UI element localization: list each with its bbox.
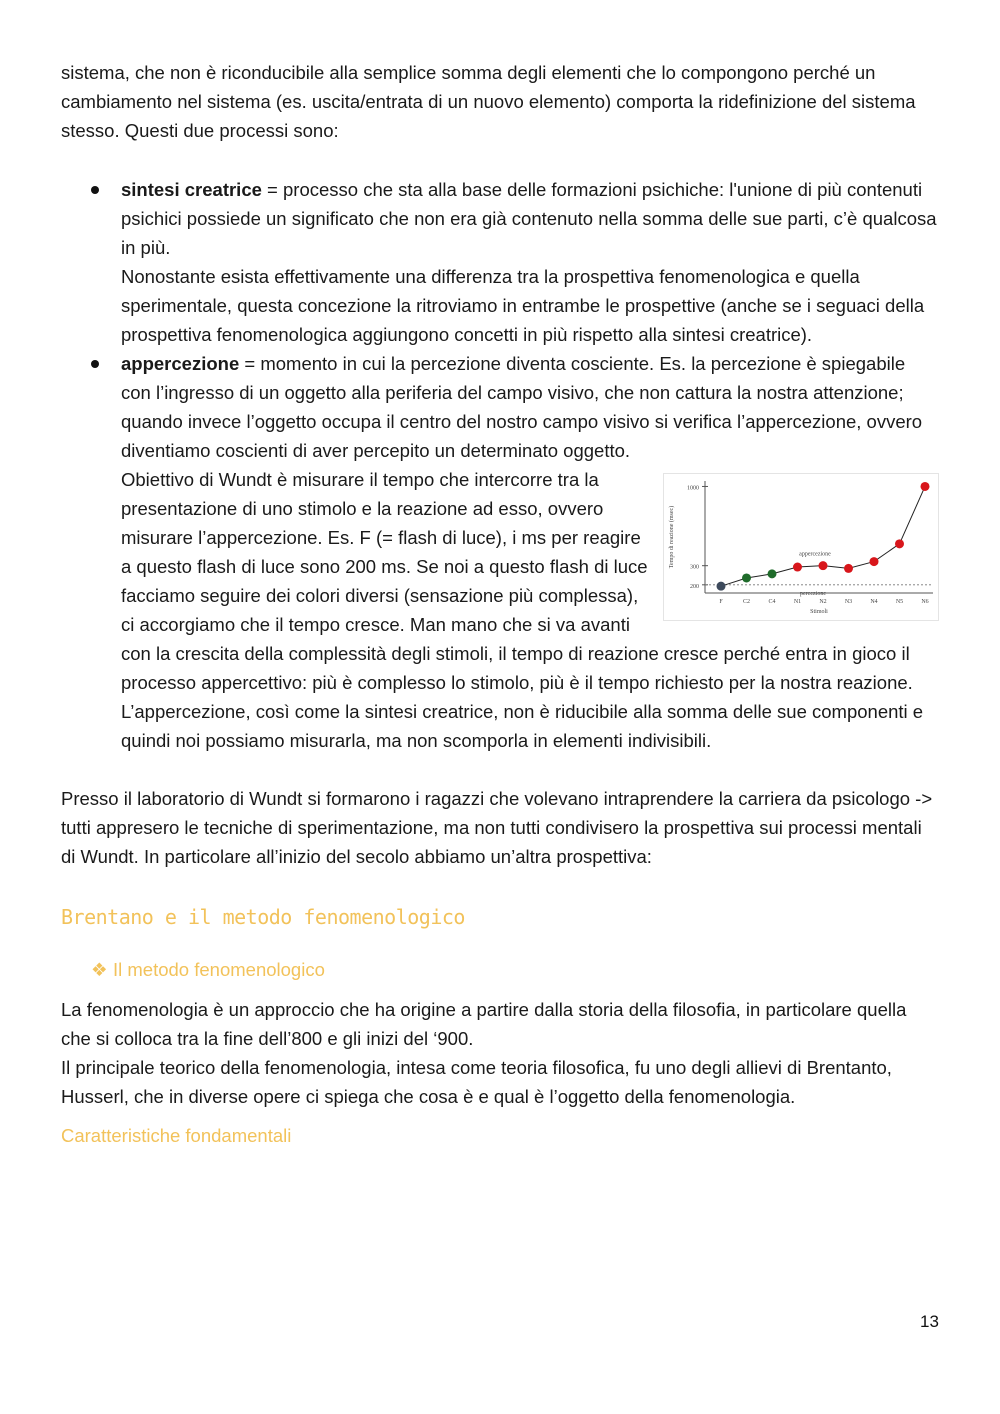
definition-text: = momento in cui la percezione diventa cosciente. Es. la percezione è spiegabile con l’ingresso di un oggetto alla periferia del campo visivo, che non cattura la nostra attenzione; quando invece l’oggetto occupa il centro del nostro campo visivo si verifica l’appercezione, ovvero diventiamo coscienti di aver percepito un determinato oggetto.	[121, 353, 923, 461]
document-page	[61, 58, 939, 1147]
section-title: Brentano e il metodo fenomenologico	[61, 905, 465, 929]
chart-svg	[663, 473, 939, 621]
bullet-icon	[91, 360, 99, 368]
data-point	[793, 563, 802, 572]
data-point	[895, 539, 904, 548]
x-tick-label: C2	[742, 599, 751, 605]
x-tick-label: N5	[895, 599, 904, 605]
extra-text: Nonostante esista effettivamente una differenza tra la prospettiva fenomenologica e quella sperimentale, questa concezione la ritroviamo in entrambe le prospettive (anche se i seguaci della prospettiva fenomenologica aggiungono concetti in più rispetto alla sintesi creatrice).	[121, 266, 925, 345]
x-tick-label: N2	[819, 599, 827, 605]
x-axis-label: Stimoli	[810, 609, 828, 615]
data-point	[742, 573, 751, 582]
term-appercezione: appercezione	[121, 353, 240, 374]
process-list	[61, 175, 939, 755]
page-number: 13	[920, 1312, 939, 1331]
wrap-text: Obiettivo di Wundt è misurare il tempo che intercorre tra la presentazione di uno stimolo e la reazione ad esso, ovvero misurare l’appercezione. Es. F (= flash di luce), i ms per reagire a questo flash di luce sono 200 ms. Se noi a questo flash di luce facciamo seguire dei colori diversi (sensazione più complessa), ci accorgiamo che il tempo cresce. Man mano che si va avanti con la crescita della complessità degli stimoli, il tempo di reazione cresce perché entra in gioco il processo appercettivo: più è complesso lo stimolo, più è il tempo richiesto per la nostra reazione.	[121, 469, 913, 693]
term-sintesi-creatrice: sintesi creatrice	[121, 179, 262, 200]
paragraph-origin: La fenomenologia è un approccio che ha origine a partire dalla storia della filosofia, in particolare quella che si colloca tra la fine dell’800 e gli inizi del ‘900.	[61, 999, 907, 1049]
x-tick-label: N4	[870, 599, 878, 605]
x-tick-label: N3	[844, 599, 853, 605]
x-tick-label: C4	[768, 599, 776, 605]
data-point	[768, 569, 777, 578]
x-tick-label: N6	[921, 599, 929, 605]
closing-text: L’appercezione, così come la sintesi creatrice, non è riducibile alla somma delle sue componenti e quindi noi possiamo misurarla, ma non scomporla in elementi indivisibili.	[121, 701, 924, 751]
reaction-time-chart	[663, 473, 939, 621]
diamond-bullet-icon: ❖	[91, 959, 108, 980]
percezione-label: percezione	[800, 590, 826, 597]
y-tick-label: 200	[690, 583, 699, 590]
appercezione-label: appercezione	[799, 551, 831, 558]
paragraph-husserl: Il principale teorico della fenomenologia, intesa come teoria filosofica, fu uno degli allievi di Brentanto, Husserl, che in diverse opere ci spiega che cosa è e qual è l’oggetto della fenomenologia.	[61, 1057, 892, 1107]
subsection-title	[91, 959, 939, 981]
subsection-label: Il metodo fenomenologico	[113, 959, 325, 980]
data-point	[717, 582, 726, 591]
y-tick-label: 1000	[687, 485, 699, 492]
list-item	[61, 175, 939, 349]
paragraph-fenomenologia	[61, 995, 939, 1111]
heading-caratteristiche: Caratteristiche fondamentali	[61, 1125, 292, 1146]
definition-text: = processo che sta alla base delle formazioni psichiche: l'unione di più contenuti psichici possiede un significato che non era già contenuto nella somma delle sue parti, c’è qualcosa in più.	[121, 179, 937, 258]
y-axis-label: Tempo di reazione (msec)	[669, 505, 675, 569]
bullet-icon	[91, 186, 99, 194]
list-item	[61, 349, 939, 755]
data-point	[844, 564, 853, 573]
x-tick-label: F	[719, 599, 723, 605]
paragraph-laboratorio: Presso il laboratorio di Wundt si formarono i ragazzi che volevano intraprendere la carriera da psicologo -> tutti appresero le tecniche di sperimentazione, ma non tutti condivisero la prospettiva sui processi mentali di Wundt. In particolare all’inizio del secolo abbiamo un’altra prospettiva:	[61, 788, 933, 867]
data-point	[921, 482, 930, 491]
x-tick-label: N1	[793, 599, 802, 605]
data-point	[870, 557, 879, 566]
data-point	[819, 561, 828, 570]
intro-paragraph: sistema, che non è riconducibile alla semplice somma degli elementi che lo compongono perché un cambiamento nel sistema (es. uscita/entrata di un nuovo elemento) comporta la ridefinizione del sistema stesso. Questi due processi sono:	[61, 62, 916, 141]
y-tick-label: 300	[690, 564, 699, 571]
